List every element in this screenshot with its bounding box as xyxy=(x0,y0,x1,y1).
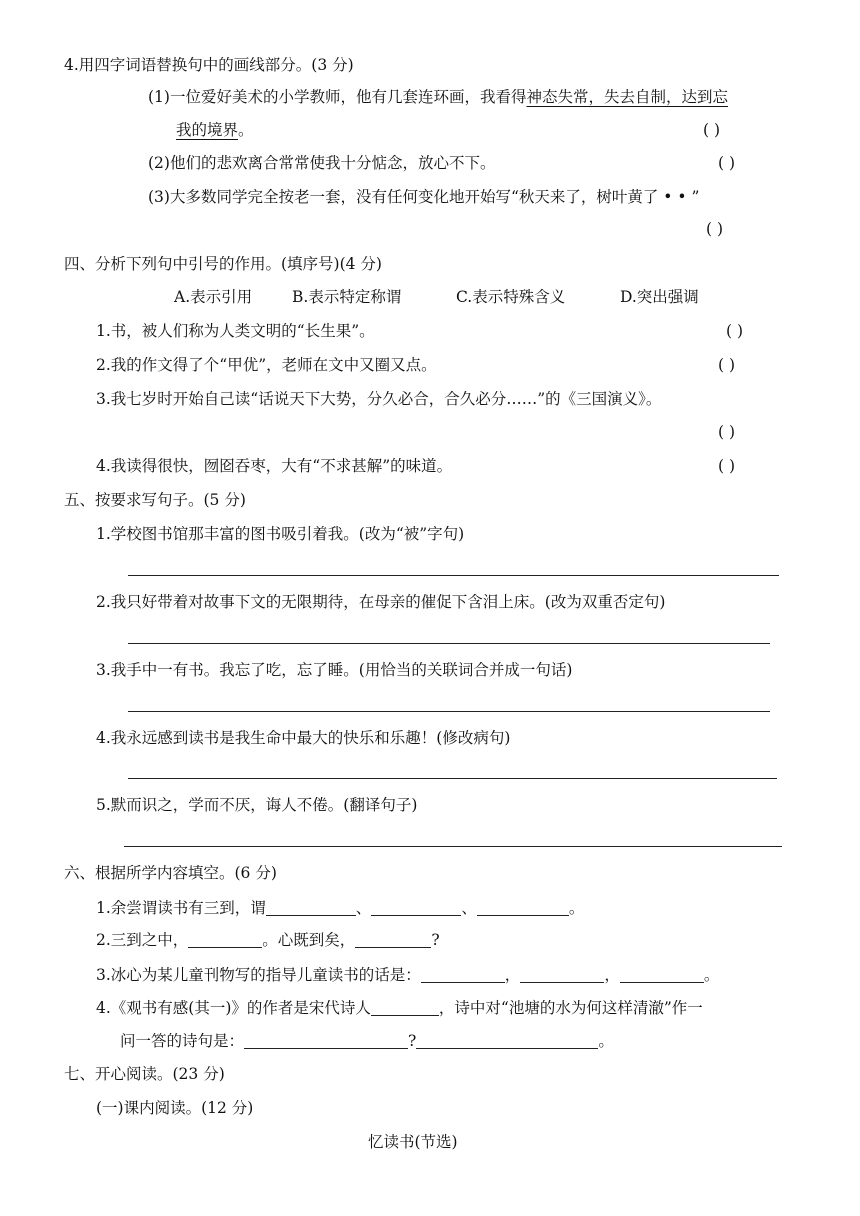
fill-blank[interactable] xyxy=(520,966,604,983)
q4-sentence-2: (2)他们的悲欢离合常常使我十分惦念，放心不下。 xyxy=(148,154,496,172)
sec6-title: 六、根据所学内容填空。(6 分) xyxy=(64,864,277,882)
sec6-item-1 xyxy=(96,898,584,918)
q4-s1-text: (1)一位爱好美术的小学教师，他有几套连环画，我看得 xyxy=(148,88,527,106)
sec4-option-c: C.表示特殊含义 xyxy=(456,288,566,306)
fill-blank[interactable] xyxy=(355,931,431,948)
sec4-option-b: B.表示特定称谓 xyxy=(292,288,402,306)
fill-blank[interactable] xyxy=(244,1032,408,1049)
sec6-i1-sep: 、 xyxy=(461,899,477,917)
answer-paren[interactable]: ( ) xyxy=(703,121,721,139)
sec4-item-4: 4.我读得很快，囫囵吞枣，大有“不求甚解”的味道。 xyxy=(96,457,453,475)
sec6-i2-end: ? xyxy=(431,931,440,949)
sec6-i3-sep: ， xyxy=(504,966,521,984)
sec4-item-2: 2.我的作文得了个“甲优”，老师在文中又圈又点。 xyxy=(96,356,437,374)
fill-blank[interactable] xyxy=(371,899,461,916)
sec6-item-4 xyxy=(96,998,703,1018)
answer-paren[interactable]: ( ) xyxy=(718,154,736,172)
sec6-i3-text: 3.冰心为某儿童刊物写的指导儿童读书的话是： xyxy=(96,966,421,984)
sec6-i2-text-2: 。心既到矣， xyxy=(262,931,356,949)
sec7-subtitle: (一)课内阅读。(12 分) xyxy=(96,1099,254,1117)
sec5-item-5: 5.默而识之，学而不厌，诲人不倦。(翻译句子) xyxy=(96,796,418,814)
answer-paren[interactable]: ( ) xyxy=(718,457,736,475)
q4-title: 4.用四字词语替换句中的画线部分。(3 分) xyxy=(64,56,354,74)
fill-blank[interactable] xyxy=(477,899,569,916)
sec6-item-4-cont xyxy=(120,1031,614,1051)
sec4-title: 四、分析下列句中引号的作用。(填序号)(4 分) xyxy=(64,255,382,273)
sec4-option-a: A.表示引用 xyxy=(174,288,253,306)
sec6-i4-q: ? xyxy=(408,1032,417,1050)
fill-blank[interactable] xyxy=(371,999,439,1016)
passage-title: 忆读书(节选) xyxy=(368,1133,458,1151)
q4-s1-underline-2: 我的境界 xyxy=(176,121,239,139)
answer-line[interactable] xyxy=(124,846,782,847)
answer-paren[interactable]: ( ) xyxy=(726,322,744,340)
sec7-title: 七、开心阅读。(23 分) xyxy=(64,1065,225,1083)
sec6-i2-text: 2.三到之中， xyxy=(96,931,189,949)
sec5-item-4: 4.我永远感到读书是我生命中最大的快乐和乐趣！(修改病句) xyxy=(96,729,511,747)
sec5-title: 五、按要求写句子。(5 分) xyxy=(64,491,246,509)
sec6-i1-text: 1.余尝谓读书有三到，谓 xyxy=(96,899,266,917)
fill-blank[interactable] xyxy=(416,1032,598,1049)
q4-s1-underline: 神态失常，失去自制，达到忘 xyxy=(526,88,728,106)
answer-line[interactable] xyxy=(128,778,777,779)
answer-line[interactable] xyxy=(128,711,770,712)
sec4-item-1: 1.书，被人们称为人类文明的“长生果”。 xyxy=(96,322,375,340)
sec6-i4-text-3: 问一答的诗句是： xyxy=(120,1032,245,1050)
sec6-item-3 xyxy=(96,965,719,985)
q4-sentence-1-cont xyxy=(176,120,254,140)
answer-line[interactable] xyxy=(128,643,770,644)
sec6-i1-sep: 、 xyxy=(355,899,372,917)
sec6-i4-text: 4.《观书有感(其一)》的作者是宋代诗人 xyxy=(96,999,371,1017)
q4-sentence-1 xyxy=(148,87,728,107)
answer-paren[interactable]: ( ) xyxy=(718,356,736,374)
sec4-option-d: D.突出强调 xyxy=(620,288,699,306)
sec5-item-3: 3.我手中一有书。我忘了吃，忘了睡。(用恰当的关联词合并成一句话) xyxy=(96,661,573,679)
q4-sentence-3: (3)大多数同学完全按老一套，没有任何变化地开始写“秋天来了，树叶黄了 • • ” xyxy=(148,188,700,206)
answer-paren[interactable]: ( ) xyxy=(718,423,736,441)
q4-s1-end: 。 xyxy=(238,121,254,139)
sec6-item-2 xyxy=(96,930,440,950)
sec4-item-3: 3.我七岁时开始自己读“话说天下大势，分久必合，合久必分……”的《三国演义》。 xyxy=(96,390,662,408)
sec5-item-1: 1.学校图书馆那丰富的图书吸引着我。(改为“被”字句) xyxy=(96,525,465,543)
answer-paren[interactable]: ( ) xyxy=(706,220,724,238)
sec6-i4-text-2: ，诗中对“池塘的水为何这样清澈”作一 xyxy=(438,999,703,1017)
answer-line[interactable] xyxy=(128,575,779,576)
fill-blank[interactable] xyxy=(620,966,704,983)
fill-blank[interactable] xyxy=(421,966,505,983)
sec5-item-2: 2.我只好带着对故事下文的无限期待，在母亲的催促下含泪上床。(改为双重否定句) xyxy=(96,593,666,611)
sec6-i4-end: 。 xyxy=(598,1032,614,1050)
sec6-i3-sep: ， xyxy=(604,966,620,984)
sec6-i3-end: 。 xyxy=(703,966,720,984)
sec6-i1-end: 。 xyxy=(568,899,585,917)
fill-blank[interactable] xyxy=(266,899,356,916)
fill-blank[interactable] xyxy=(188,931,262,948)
